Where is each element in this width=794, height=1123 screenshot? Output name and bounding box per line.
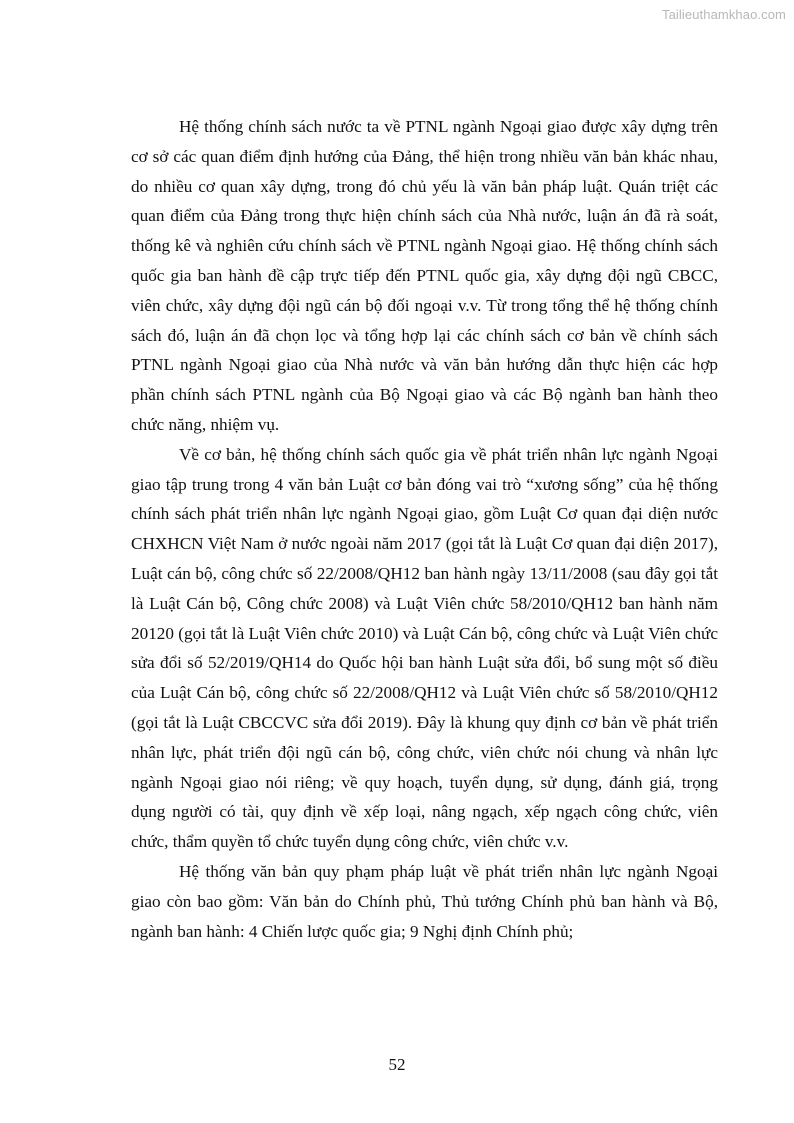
document-body — [131, 112, 718, 946]
paragraph: Hệ thống chính sách nước ta về PTNL ngành Ngoại giao được xây dựng trên cơ sở các quan điểm định hướng của Đảng, thể hiện trong nhiều văn bản khác nhau, do nhiều cơ quan xây dựng, trong đó chủ yếu là văn bản pháp luật. Quán triệt các quan điểm của Đảng trong thực hiện chính sách của Nhà nước, luận án đã rà soát, thống kê và nghiên cứu chính sách về PTNL ngành Ngoại giao. Hệ thống chính sách quốc gia ban hành đề cập trực tiếp đến PTNL quốc gia, xây dựng đội ngũ CBCC, viên chức, xây dựng đội ngũ cán bộ đối ngoại v.v. Từ trong tổng thể hệ thống chính sách đó, luận án đã chọn lọc và tổng hợp lại các chính sách cơ bản về chính sách PTNL ngành Ngoại giao của Nhà nước và văn bản hướng dẫn thực hiện các hợp phần chính sách PTNL ngành của Bộ Ngoại giao và các Bộ ngành ban hành theo chức năng, nhiệm vụ. — [131, 117, 718, 434]
page-number: 52 — [388, 1055, 406, 1074]
paragraph: Hệ thống văn bản quy phạm pháp luật về phát triển nhân lực ngành Ngoại giao còn bao gồm: Văn bản do Chính phủ, Thủ tướng Chính phủ ban hành và Bộ, ngành ban hành: 4 Chiến lược quốc gia; 9 Nghị định Chính phủ; — [131, 861, 718, 941]
watermark: Tailieuthamkhao.com — [661, 7, 786, 22]
paragraph: Về cơ bản, hệ thống chính sách quốc gia về phát triển nhân lực ngành Ngoại giao tập trung trong 4 văn bản Luật cơ bản đóng vai trò “xương sống” của hệ thống chính sách phát triển nhân lực ngành Ngoại giao, gồm Luật Cơ quan đại diện nước CHXHCN Việt Nam ở nước ngoài năm 2017 (gọi tắt là Luật Cơ quan đại diện 2017), Luật cán bộ, công chức số 22/2008/QH12 ban hành ngày 13/11/2008 (sau đây gọi tắt là Luật Cán bộ, Công chức 2008) và Luật Viên chức 58/2010/QH12 ban hành năm 20120 (gọi tắt là Luật Viên chức 2010) và Luật Cán bộ, công chức và Luật Viên chức sửa đổi số 52/2019/QH14 do Quốc hội ban hành Luật sửa đổi, bổ sung một số điều của Luật Cán bộ, công chức số 22/2008/QH12 và Luật Viên chức số 58/2010/QH12 (gọi tắt là Luật CBCCVC sửa đổi 2019). Đây là khung quy định cơ bản về phát triển nhân lực, phát triển đội ngũ cán bộ, công chức, viên chức nói chung và nhân lực ngành Ngoại giao nói riêng; về quy hoạch, tuyển dụng, sử dụng, đánh giá, trọng dụng người có tài, quy định về xếp loại, nâng ngạch, xếp ngạch công chức, viên chức, thẩm quyền tổ chức tuyển dụng công chức, viên chức v.v. — [131, 444, 718, 852]
